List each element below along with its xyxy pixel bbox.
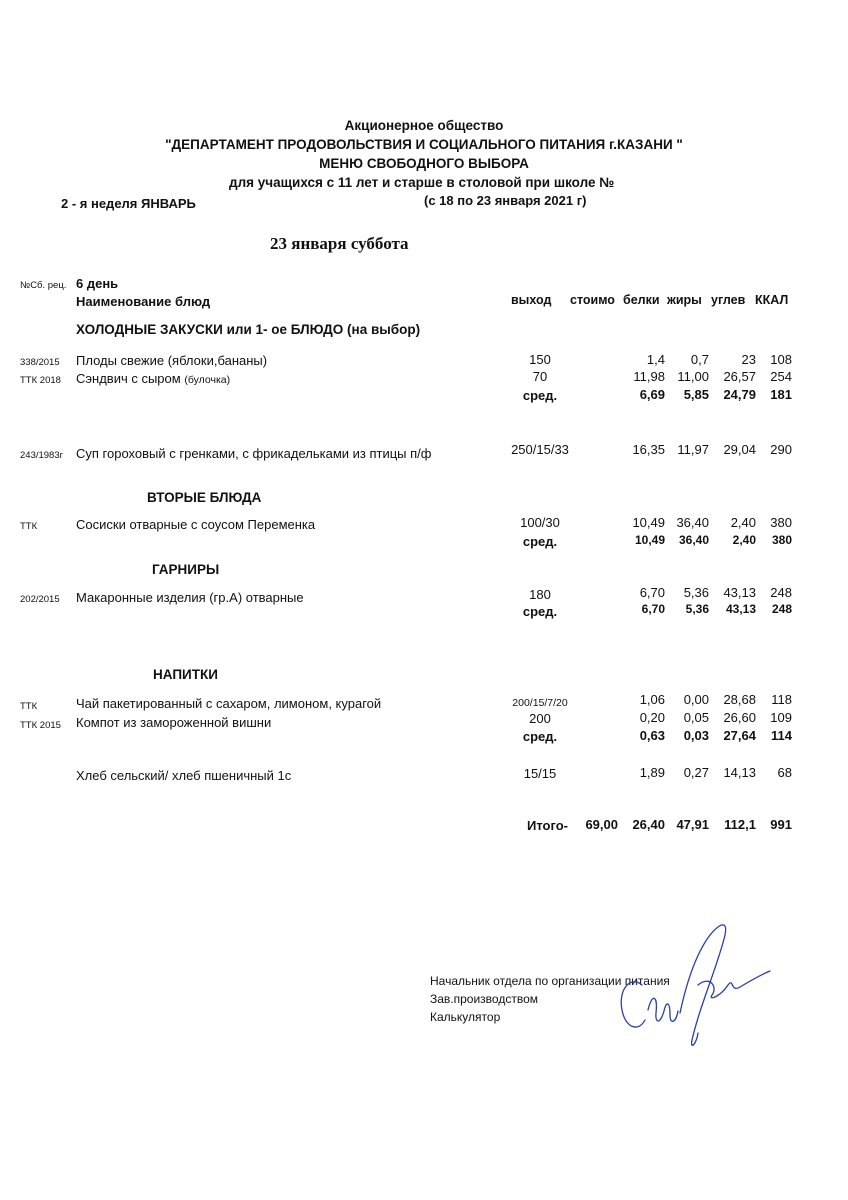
carbs-value: 26,60 (723, 710, 756, 725)
dish-name: Суп гороховый с гренками, с фрикадельками из птицы п/ф (76, 446, 432, 461)
protein-value: 16,35 (632, 442, 665, 457)
fat-average: 5,36 (685, 602, 709, 616)
period-label: (с 18 по 23 января 2021 г) (424, 193, 587, 208)
average-label: сред. (522, 534, 558, 549)
fat-value: 0,27 (683, 765, 709, 780)
carbs-average: 2,40 (732, 533, 756, 547)
recipe-code: 338/2015 (20, 357, 60, 368)
week-label: 2 - я неделя ЯНВАРЬ (61, 196, 196, 211)
dish-name-note: (булочка) (184, 374, 231, 386)
carbs-average: 43,13 (725, 602, 756, 616)
carbs-value: 14,13 (723, 765, 756, 780)
protein-average: 6,70 (641, 602, 665, 616)
average-label: сред. (522, 388, 558, 403)
kcal-value: 118 (771, 692, 792, 707)
kcal-value: 380 (770, 515, 792, 530)
dish-name: Макаронные изделия (гр.А) отварные (76, 590, 304, 605)
yield-value: 70 (532, 369, 548, 384)
total-kcal: 991 (770, 817, 792, 832)
kcal-average: 248 (771, 602, 792, 616)
kcal-value: 254 (770, 369, 792, 384)
dish-name: Плоды свежие (яблоки,бананы) (76, 353, 268, 368)
section-drinks: НАПИТКИ (153, 667, 218, 682)
dish-name: Компот из замороженной вишни (76, 715, 272, 730)
carbs-value: 29,04 (723, 442, 756, 457)
signature-stroke (680, 925, 726, 1046)
yield-value: 100/30 (520, 515, 560, 530)
section-cold-starters: ХОЛОДНЫЕ ЗАКУСКИ или 1- ое БЛЮДО (на выбор) (76, 322, 421, 337)
recipe-code: ТТК (20, 521, 38, 532)
kcal-value: 109 (770, 710, 792, 725)
fat-value: 0,7 (690, 352, 709, 367)
recipe-code: 243/1983г (20, 450, 64, 461)
protein-value: 1,06 (639, 692, 665, 707)
carbs-value: 23 (741, 352, 756, 367)
fat-value: 0,00 (683, 692, 709, 707)
recipe-code: ТТК 2018 (20, 375, 61, 386)
dish-name: Хлеб сельский/ хлеб пшеничный 1с (76, 768, 292, 783)
fat-value: 36,40 (676, 515, 709, 530)
fat-average: 5,85 (683, 387, 709, 402)
protein-value: 1,89 (639, 765, 665, 780)
recipe-code: ТТК (20, 701, 38, 712)
carbs-header: углев (711, 293, 746, 307)
fat-value: 5,36 (683, 585, 709, 600)
protein-value: 6,70 (639, 585, 665, 600)
signature-line-production: Зав.производством (430, 992, 538, 1006)
fat-header: жиры (667, 293, 702, 307)
protein-value: 10,49 (632, 515, 665, 530)
fat-value: 11,97 (677, 442, 709, 457)
section-second-courses: ВТОРЫЕ БЛЮДА (147, 490, 262, 505)
signature-line-calculator: Калькулятор (430, 1010, 501, 1024)
kcal-value: 290 (770, 442, 792, 457)
kcal-header: ККАЛ (755, 293, 789, 307)
date-title: 23 января суббота (270, 234, 409, 253)
average-label: сред. (522, 604, 558, 619)
carbs-value: 26,57 (723, 369, 756, 384)
yield-value: 150 (529, 352, 551, 367)
kcal-value: 248 (770, 585, 792, 600)
dish-name: Сосиски отварные с соусом Переменка (76, 517, 316, 532)
audience-line: для учащихся с 11 лет и старше в столовой при школе № (229, 175, 615, 190)
protein-value: 11,98 (633, 369, 665, 384)
handwritten-signature (600, 915, 790, 1055)
price-header: стоимо (570, 293, 615, 307)
carbs-average: 27,64 (723, 728, 756, 743)
signature-stroke (621, 982, 645, 1027)
dish-name (76, 371, 230, 386)
fat-value: 11,00 (677, 369, 709, 384)
carbs-average: 24,79 (723, 387, 756, 402)
dish-name: Чай пакетированный с сахаром, лимоном, курагой (76, 696, 382, 711)
dish-name-header: Наименование блюд (76, 294, 211, 309)
fat-average: 36,40 (678, 533, 709, 547)
kcal-average: 380 (771, 533, 792, 547)
signature-line-head: Начальник отдела по организации питания (430, 974, 670, 988)
kcal-average: 181 (770, 387, 792, 402)
kcal-value: 108 (770, 352, 792, 367)
average-label: сред. (522, 729, 558, 744)
protein-value: 0,20 (639, 710, 665, 725)
kcal-value: 68 (777, 765, 792, 780)
fat-average: 0,03 (683, 728, 709, 743)
recipe-number-header: №Сб. рец. (20, 280, 67, 291)
org-type: Акционерное общество (344, 118, 504, 133)
protein-header: белки (623, 293, 660, 307)
total-price: 69,00 (585, 817, 618, 832)
yield-value: 15/15 (523, 766, 557, 781)
recipe-code: 202/2015 (20, 594, 60, 605)
signature-stroke (648, 998, 678, 1021)
yield-header: выход (511, 293, 552, 307)
protein-average: 10,49 (634, 533, 665, 547)
recipe-code: ТТК 2015 (20, 720, 61, 731)
kcal-average: 114 (771, 728, 792, 743)
total-carbs: 112,1 (724, 817, 756, 832)
org-name: "ДЕПАРТАМЕНТ ПРОДОВОЛЬСТВИЯ И СОЦИАЛЬНОГО ПИТАНИЯ г.КАЗАНИ " (165, 137, 683, 152)
day-label: 6 день (76, 276, 119, 291)
yield-value: 250/15/33 (511, 442, 569, 457)
carbs-value: 43,13 (723, 585, 756, 600)
total-protein: 26,40 (632, 817, 665, 832)
fat-value: 0,05 (683, 710, 709, 725)
total-fat: 47,91 (676, 817, 709, 832)
section-side-dishes: ГАРНИРЫ (152, 562, 220, 577)
protein-average: 6,69 (639, 387, 665, 402)
protein-average: 0,63 (639, 728, 665, 743)
yield-value: 200 (529, 711, 551, 726)
dish-name-text: Сэндвич с сыром (76, 371, 181, 386)
carbs-value: 28,68 (723, 692, 756, 707)
protein-value: 1,4 (646, 352, 665, 367)
total-label: Итого- (527, 818, 568, 833)
yield-value: 180 (529, 587, 551, 602)
carbs-value: 2,40 (730, 515, 756, 530)
yield-value: 200/15/7/20 (512, 697, 568, 709)
menu-title: МЕНЮ СВОБОДНОГО ВЫБОРА (319, 156, 529, 171)
